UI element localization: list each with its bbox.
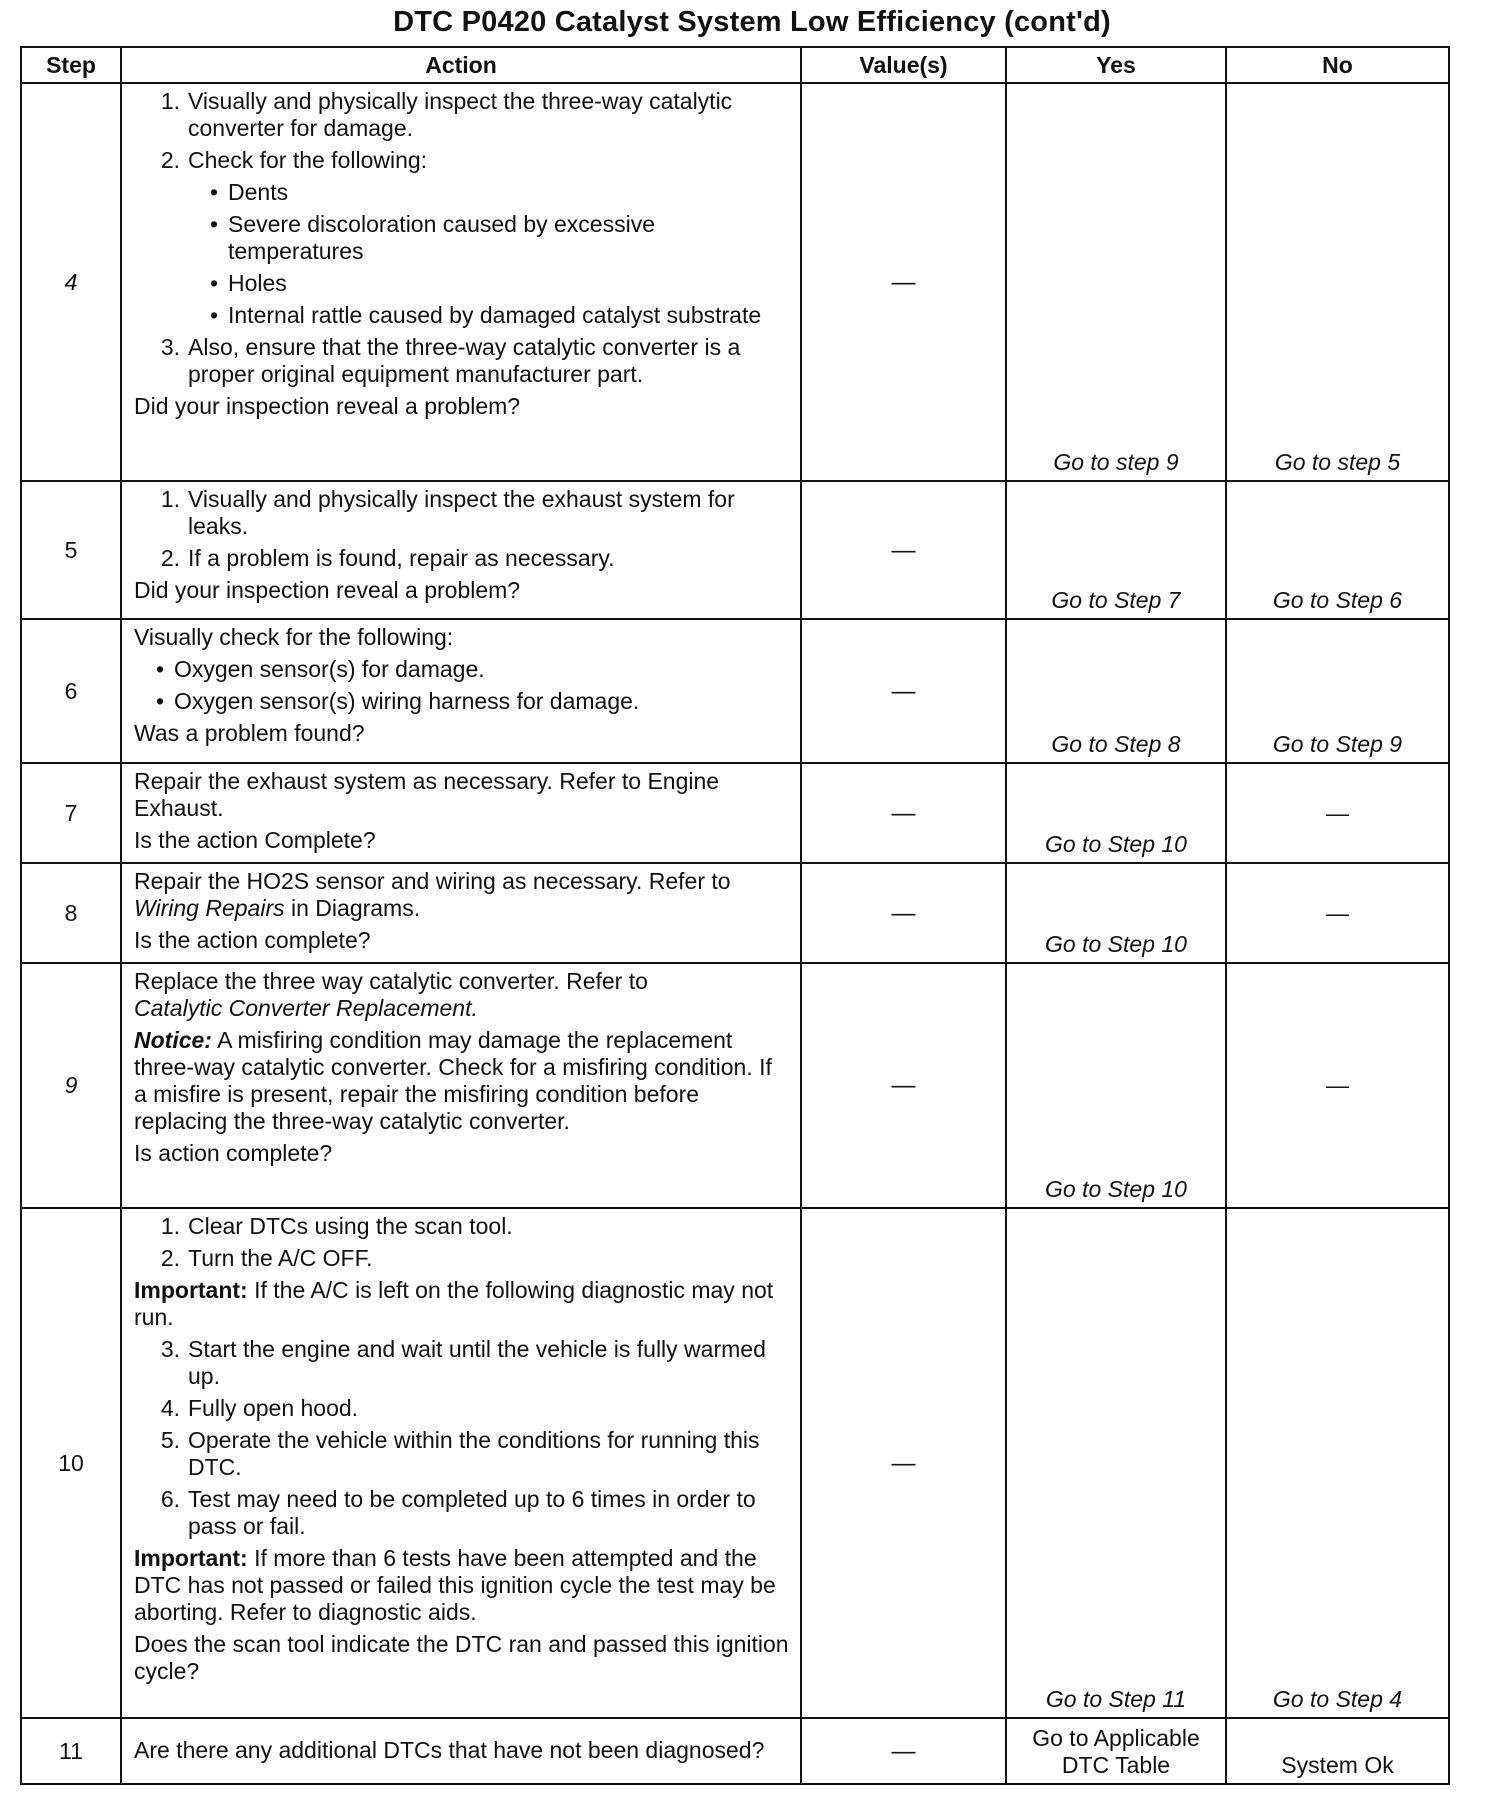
table-row — [21, 619, 1449, 763]
table-row — [21, 481, 1449, 619]
col-header-action: Action — [121, 47, 801, 83]
yes-link[interactable]: Go to Step 11 — [1006, 1208, 1226, 1718]
action-cell: 1. Visually and physically inspect the three-way catalytic converter for damage. 2. Check for the following: • Dents • Severe discoloration caused by excessive temperatures • Holes • Internal rattle caused by damaged catalyst substrate 3. Also, ensure that the three-way catalytic converter is a proper original equipment manufacturer part. Did your inspection reveal a problem? — [121, 83, 801, 481]
step-number: 7 — [21, 763, 121, 863]
value-cell: — — [801, 619, 1006, 763]
action-item: Clear DTCs using the scan tool. — [188, 1213, 513, 1239]
action-cell — [121, 963, 801, 1208]
action-text — [134, 968, 790, 1022]
bullet-item: Severe discoloration caused by excessive temperatures — [228, 211, 656, 264]
notice-label: Notice: — [134, 1027, 212, 1053]
value-cell: — — [801, 1208, 1006, 1718]
important-block — [134, 1277, 790, 1331]
value-cell: — — [801, 763, 1006, 863]
action-text — [134, 868, 790, 922]
value-cell: — — [801, 963, 1006, 1208]
action-item: Visually and physically inspect the three-way catalytic converter for damage. — [188, 88, 733, 141]
action-item: Check for the following: — [188, 147, 428, 173]
action-item: Visually and physically inspect the exhaust system for leaks. — [188, 486, 735, 539]
action-cell: Visually check for the following: • Oxygen sensor(s) for damage. • Oxygen sensor(s) wiring harness for damage. Was a problem found? — [121, 619, 801, 763]
value-cell: — — [801, 481, 1006, 619]
step-number: 11 — [21, 1718, 121, 1784]
yes-link[interactable]: Go to Step 7 — [1006, 481, 1226, 619]
important-block — [134, 1545, 790, 1626]
action-question: Was a problem found? — [134, 720, 365, 746]
no-link[interactable]: Go to Step 4 — [1226, 1208, 1449, 1718]
action-text-a: Repair the HO2S sensor and wiring as necessary. Refer to — [134, 868, 731, 894]
col-header-step: Step — [21, 47, 121, 83]
action-question: Did your inspection reveal a problem? — [134, 393, 521, 419]
action-question: Is the action complete? — [134, 927, 371, 953]
action-item: Fully open hood. — [188, 1395, 359, 1421]
action-intro: Visually check for the following: — [134, 624, 454, 650]
notice-text: A misfiring condition may damage the replacement three-way catalytic converter. Check for a misfiring condition. If a misfire is present, repair the misfiring condition before replacing the three-way catalytic converter. — [134, 1027, 772, 1134]
table-row — [21, 763, 1449, 863]
table-row — [21, 83, 1449, 481]
bullet-item: Oxygen sensor(s) for damage. — [174, 656, 485, 682]
action-cell — [121, 1718, 801, 1784]
important-text: If more than 6 tests have been attempted and the DTC has not passed or failed this ignition cycle the test may be aborting. Refer to diagnostic aids. — [134, 1545, 776, 1625]
yes-link[interactable]: Go to Step 8 — [1006, 619, 1226, 763]
step-number: 4 — [21, 83, 121, 481]
notice-block — [134, 1027, 790, 1135]
table-row — [21, 1208, 1449, 1718]
important-label: Important: — [134, 1277, 248, 1303]
value-cell: — — [801, 863, 1006, 963]
action-text-b: in Diagrams. — [291, 895, 421, 921]
no-link[interactable]: Go to Step 6 — [1226, 481, 1449, 619]
reference-link[interactable]: Catalytic Converter Replacement. — [134, 995, 478, 1021]
action-cell — [121, 863, 801, 963]
action-item: Test may need to be completed up to 6 times in order to pass or fail. — [188, 1486, 756, 1539]
table-row — [21, 1718, 1449, 1784]
important-text: If the A/C is left on the following diagnostic may not run. — [134, 1277, 774, 1330]
bullet-item: Internal rattle caused by damaged catalyst substrate — [228, 302, 762, 328]
important-label: Important: — [134, 1545, 248, 1571]
action-item: Operate the vehicle within the conditions for running this DTC. — [188, 1427, 760, 1480]
action-text-a: Replace the three way catalytic converter. Refer to — [134, 968, 648, 994]
step-number: 6 — [21, 619, 121, 763]
bullet-item: Oxygen sensor(s) wiring harness for damage. — [174, 688, 640, 714]
diagnostic-table — [20, 46, 1450, 1785]
step-number: 5 — [21, 481, 121, 619]
action-text: Repair the exhaust system as necessary. Refer to Engine Exhaust. — [134, 768, 720, 821]
yes-link[interactable]: Go to Step 10 — [1006, 963, 1226, 1208]
value-cell: — — [801, 83, 1006, 481]
no-link[interactable]: System Ok — [1226, 1718, 1449, 1784]
col-header-values: Value(s) — [801, 47, 1006, 83]
action-cell — [121, 763, 801, 863]
no-link[interactable]: Go to Step 9 — [1226, 619, 1449, 763]
action-cell: 1. Visually and physically inspect the exhaust system for leaks. 2. If a problem is found, repair as necessary. Did your inspection reveal a problem? — [121, 481, 801, 619]
reference-link[interactable]: Wiring Repairs — [134, 895, 285, 921]
step-number: 8 — [21, 863, 121, 963]
yes-link[interactable]: Go to Step 10 — [1006, 863, 1226, 963]
value-cell: — — [801, 1718, 1006, 1784]
no-value: — — [1226, 763, 1449, 863]
page-title: DTC P0420 Catalyst System Low Efficiency (cont'd) — [393, 6, 1111, 38]
header-row — [21, 47, 1449, 83]
yes-link[interactable]: Go to Applicable DTC Table — [1006, 1718, 1226, 1784]
action-question: Is the action Complete? — [134, 827, 376, 853]
action-cell: 1. Clear DTCs using the scan tool. 2. Turn the A/C OFF. Important: If the A/C is left on the following diagnostic may not run. 3. Start the engine and wait until the vehicle is fully warmed up. 4. Fully open hood. 5. Operate the vehicle within the conditions for running this DTC. 6. Test may need to be completed up to 6 times in order to pass or fail. Important: If more than 6 tests have been attempted and the DTC has not passed or failed this ignition cycle the test may be aborting. Refer to diagnostic aids. Does the scan tool indicate the DTC ran and passed this ignition cycle? — [121, 1208, 801, 1718]
no-link[interactable]: Go to step 5 — [1226, 83, 1449, 481]
bullet-item: Holes — [228, 270, 287, 296]
action-question: Did your inspection reveal a problem? — [134, 577, 521, 603]
step-number: 10 — [21, 1208, 121, 1718]
no-value: — — [1226, 863, 1449, 963]
step-number: 9 — [21, 963, 121, 1208]
table-row — [21, 963, 1449, 1208]
action-question: Does the scan tool indicate the DTC ran and passed this ignition cycle? — [134, 1631, 789, 1684]
col-header-yes: Yes — [1006, 47, 1226, 83]
action-item: Turn the A/C OFF. — [188, 1245, 373, 1271]
yes-link[interactable]: Go to step 9 — [1006, 83, 1226, 481]
col-header-no: No — [1226, 47, 1449, 83]
action-item: Start the engine and wait until the vehicle is fully warmed up. — [188, 1336, 766, 1389]
action-question: Is action complete? — [134, 1140, 333, 1166]
action-question: Are there any additional DTCs that have not been diagnosed? — [134, 1736, 765, 1763]
bullet-item: Dents — [228, 179, 289, 205]
no-value: — — [1226, 963, 1449, 1208]
action-item: Also, ensure that the three-way catalytic converter is a proper original equipment manufacturer part. — [188, 334, 741, 387]
yes-link[interactable]: Go to Step 10 — [1006, 763, 1226, 863]
action-item: If a problem is found, repair as necessary. — [188, 545, 615, 571]
table-row — [21, 863, 1449, 963]
